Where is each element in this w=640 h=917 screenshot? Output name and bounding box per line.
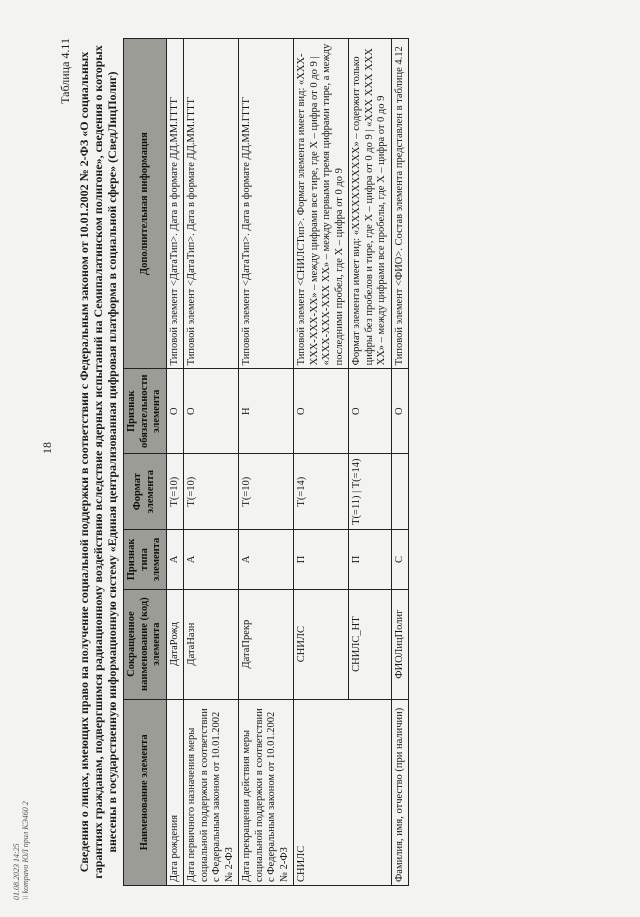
table-row	[166, 39, 184, 886]
cell-name: Дата прекращения действия меры социальной поддержки в соответствии с Федеральным законом от 10.01.2002 № 2-ФЗ	[239, 699, 294, 885]
col-header-info: Дополнительная информация	[124, 39, 167, 369]
cell-format: T(=10)	[184, 454, 239, 530]
table-row	[184, 39, 239, 886]
cell-code: ДатаПрекр	[239, 589, 294, 699]
col-header-code: Сокращенное наименование (код) элемента	[124, 589, 167, 699]
cell-format: T(=14)	[294, 454, 349, 530]
cell-info: Типовой элемент <ДатаТип>. Дата в формате ДД.ММ.ГГГГ	[166, 39, 184, 369]
page-number: 18	[40, 442, 54, 454]
col-header-required: Признак обязательности элемента	[124, 369, 167, 454]
table-header-row	[124, 39, 167, 886]
table-row	[391, 39, 409, 886]
table-label: Таблица 4.11	[58, 38, 72, 104]
cell-code: СНИЛС	[294, 589, 349, 699]
cell-type: А	[239, 530, 294, 589]
cell-required: О	[184, 369, 239, 454]
cell-name: Дата первичного назначения меры социальной поддержки в соответствии с Федеральным законом от 10.01.2002 № 2-ФЗ	[184, 699, 239, 885]
document-footer	[12, 730, 30, 900]
cell-info: Типовой элемент <СНИЛСТип>. Формат элемента имеет вид: «XXX-XXX-XXX-XX» – между цифрами все тире, где X – цифра от 0 до 9 | «XXX-XXX-XXX XX» – между первыми тремя цифрами тире, а между последними пробел, где X – цифра от 0 до 9	[294, 39, 349, 369]
footer-path: \\ kompavo ЮЛ прил КЭ460 2	[21, 801, 30, 900]
rotated-content	[58, 38, 598, 886]
cell-name: СНИЛС	[294, 699, 392, 885]
cell-name: Фамилия, имя, отчество (при наличии)	[391, 699, 409, 885]
cell-name: Дата рождения	[166, 699, 184, 885]
cell-format: T(=10)	[166, 454, 184, 530]
cell-code: ФИОЛицПолиг	[391, 589, 409, 699]
table-row	[239, 39, 294, 886]
table-caption: Сведения о лицах, имеющих право на получение социальной поддержки в соответствии с Федеральным законом от 10.01.2002 № 2-ФЗ «О социальных гарантиях гражданам, подвергшимся радиационному воздействию вследствие ядерных испытаний на Семипалатинском полигоне», сведения о которых внесены в государственную информационную систему «Единая централизованная цифровая платформа в социальной сфере» (СведЛицПолиг)	[77, 45, 119, 879]
col-header-format: Формат элемента	[124, 454, 167, 530]
cell-required: О	[294, 369, 349, 454]
cell-code: СНИЛС_НТ	[349, 589, 392, 699]
table-row	[294, 39, 349, 886]
cell-format	[391, 454, 409, 530]
cell-required: О	[391, 369, 409, 454]
cell-code: ДатаНазн	[184, 589, 239, 699]
cell-type: П	[349, 530, 392, 589]
cell-type: А	[166, 530, 184, 589]
cell-info: Типовой элемент <ДатаТип>. Дата в формате ДД.ММ.ГГГГ	[184, 39, 239, 369]
cell-type: А	[184, 530, 239, 589]
cell-info: Типовой элемент <ФИО>. Состав элемента представлен в таблице 4.12	[391, 39, 409, 369]
cell-format: T(=10)	[239, 454, 294, 530]
cell-format: T(=11) | T(=14)	[349, 454, 392, 530]
cell-type: П	[294, 530, 349, 589]
col-header-type: Признак типа элемента	[124, 530, 167, 589]
footer-timestamp: 01.08.2023 14:25	[12, 843, 21, 900]
cell-required: О	[166, 369, 184, 454]
col-header-name: Наименование элемента	[124, 699, 167, 885]
cell-code: ДатаРожд	[166, 589, 184, 699]
elements-table	[123, 38, 409, 886]
cell-info: Формат элемента имеет вид: «XXXXXXXXXXX» – содержит только цифры без пробелов и тире, где X – цифра от 0 до 9 | «XXX XXX XXX XX» – между цифрами все пробелы, где X – цифра от 0 до 9	[349, 39, 392, 369]
cell-required: Н	[239, 369, 294, 454]
cell-required: О	[349, 369, 392, 454]
cell-info: Типовой элемент <ДатаТип>. Дата в формате ДД.ММ.ГГГГ	[239, 39, 294, 369]
cell-type: С	[391, 530, 409, 589]
